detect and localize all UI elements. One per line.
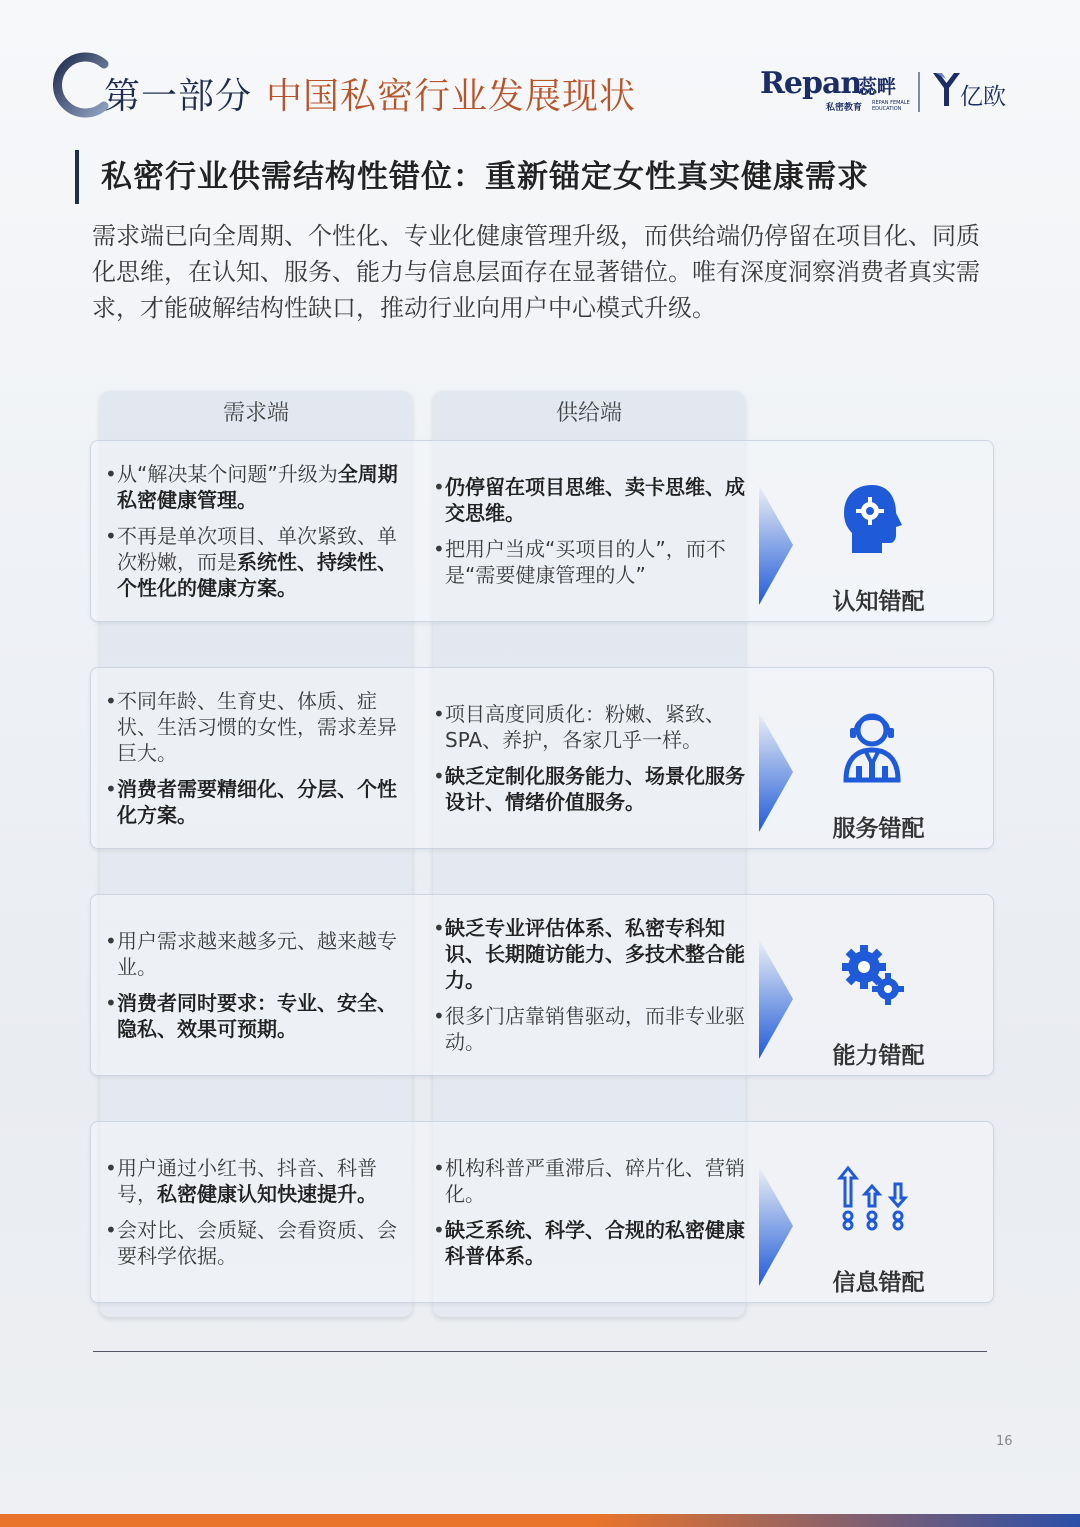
bullet-item: • 缺乏定制化服务能力、场景化服务设计、情绪价值服务。 — [433, 764, 745, 814]
bullet-item: • 机构科普严重滞后、碎片化、营销化。 — [433, 1156, 745, 1206]
mismatch-label: 能力错配 — [832, 1043, 925, 1069]
bullet-dot: • — [105, 777, 117, 801]
repan-logo: Repan — [760, 66, 862, 101]
bullet-dot: • — [433, 1218, 445, 1242]
bullet-dot: • — [105, 1156, 117, 1180]
bullet-dot: • — [105, 1218, 117, 1242]
bullet-item: • 消费者需要精细化、分层、个性化方案。 — [105, 777, 397, 827]
bullet-item: • 项目高度同质化：粉嫩、紧致、SPA、养护，各家几乎一样。 — [433, 702, 725, 752]
mismatch-cell — [746, 895, 993, 1075]
bullet-item: • 不同年龄、生育史、体质、症状、生活习惯的女性，需求差异巨大。 — [105, 689, 397, 765]
mismatch-cell — [746, 1122, 993, 1302]
bullet-item: • 缺乏系统、科学、合规的私密健康科普体系。 — [433, 1218, 745, 1268]
mismatch-cell — [746, 668, 993, 848]
bullet-item: • 从“解决某个问题”升级为全周期私密健康管理。 — [105, 462, 398, 512]
bullet-dot: • — [433, 1004, 445, 1028]
bullet-item: • 用户通过小红书、抖音、科普号，私密健康认知快速提升。 — [105, 1156, 377, 1206]
mismatch-row — [90, 440, 994, 622]
brain-gear-icon — [836, 481, 908, 559]
repan-logo-en: REPAN FEMALE EDUCATION — [872, 100, 910, 112]
bullet-item: • 很多门店靠销售驱动，而非专业驱动。 — [433, 1004, 745, 1054]
bullet-item: • 把用户当成“买项目的人”，而不是“需要健康管理的人” — [433, 537, 726, 587]
bullet-dot: • — [433, 702, 445, 726]
logo-divider — [918, 72, 920, 112]
bullet-dot: • — [433, 764, 445, 788]
bullet-dot: • — [433, 475, 445, 499]
bullet-item: • 缺乏专业评估体系、私密专科知识、长期随访能力、多技术整合能力。 — [433, 916, 745, 992]
demand-column-header: 需求端 — [222, 401, 289, 426]
bullet-item: • 不再是单次项目、单次紧致、单次粉嫩，而是系统性、持续性、个性化的健康方案。 — [105, 524, 397, 600]
supply-cell — [433, 1122, 745, 1302]
demand-cell — [105, 668, 411, 848]
bullet-dot: • — [433, 916, 445, 940]
yiou-y-icon — [930, 70, 962, 108]
footer-bar — [0, 1514, 1080, 1527]
supply-column-header: 供给端 — [555, 401, 622, 426]
chevron-right-icon — [759, 1166, 793, 1286]
gears-icon — [836, 935, 908, 1013]
page-title: 私密行业供需结构性错位：重新锚定女性真实健康需求 — [75, 150, 869, 204]
page-number: 16 — [996, 1434, 1013, 1449]
supply-cell — [433, 668, 745, 848]
bullet-dot: • — [105, 991, 117, 1015]
bullet-item: • 仍停留在项目思维、卖卡思维、成交思维。 — [433, 475, 745, 525]
bullet-item: • 消费者同时要求：专业、安全、隐私、效果可预期。 — [105, 991, 397, 1041]
mismatch-row — [90, 894, 994, 1076]
chevron-right-icon — [759, 712, 793, 832]
section-topic: 中国私密行业发展现状 — [266, 76, 637, 117]
chevron-right-icon — [759, 485, 793, 605]
bullet-dot: • — [105, 524, 117, 548]
supply-cell — [433, 895, 745, 1075]
bullet-item: • 用户需求越来越多元、越来越专业。 — [105, 929, 397, 979]
bullet-dot: • — [433, 537, 445, 561]
section-part: 第一部分 — [104, 76, 253, 117]
mismatch-label: 服务错配 — [832, 816, 925, 842]
bullet-dot: • — [105, 462, 117, 486]
chevron-right-icon — [759, 939, 793, 1059]
demand-cell — [105, 441, 411, 621]
yiou-logo: 亿欧 — [960, 84, 1006, 110]
bullet-dot: • — [105, 689, 117, 713]
mismatch-label: 认知错配 — [832, 589, 925, 615]
demand-cell — [105, 895, 411, 1075]
bullet-dot: • — [105, 929, 117, 953]
brand-logos — [760, 66, 1020, 116]
service-person-icon — [836, 708, 908, 786]
bullet-item: • 会对比、会质疑、会看资质、会要科学依据。 — [105, 1218, 397, 1268]
demand-cell — [105, 1122, 411, 1302]
mismatch-label: 信息错配 — [832, 1270, 925, 1296]
bullet-dot: • — [433, 1156, 445, 1180]
supply-cell — [433, 441, 745, 621]
repan-logo-sub: 私密教育 — [826, 103, 863, 113]
mismatch-row — [90, 1121, 994, 1303]
mismatch-cell — [746, 441, 993, 621]
repan-logo-cn: 蕊畔 — [858, 76, 897, 98]
footer-rule — [93, 1351, 987, 1352]
intro-paragraph: 需求端已向全周期、个性化、专业化健康管理升级，而供给端仍停留在项目化、同质化思维，在认知、服务、能力与信息层面存在显著错位。唯有深度洞察消费者真实需求，才能破解结构性缺口，推动行业向用户中心模式升级。 — [92, 222, 980, 322]
mismatch-row — [90, 667, 994, 849]
section-title — [104, 68, 636, 119]
data-arrows-icon — [836, 1162, 908, 1240]
